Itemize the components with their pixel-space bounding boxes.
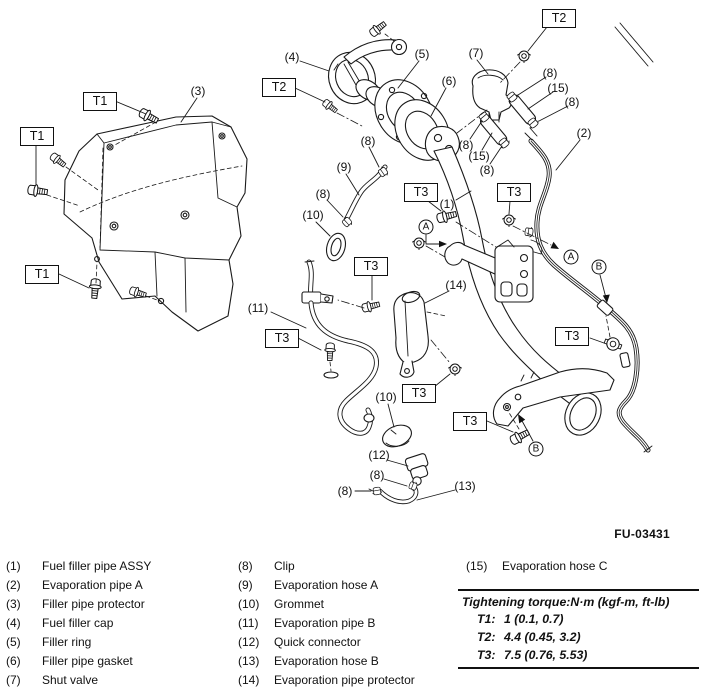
legend-item [6,670,151,689]
legend-item [6,632,151,651]
legend-item [238,575,415,594]
torque-callout-t3: T3 [404,183,438,202]
part-label-8: (8) [479,163,495,177]
cap-tether-arm [344,19,407,64]
legend-num: (14) [238,672,260,687]
part-grommet-lower [379,421,414,451]
torque-callout-t2: T2 [262,78,296,97]
torque-callout-t3: T3 [453,412,487,431]
part-label-15: (15) [468,149,490,163]
legend-item [238,594,415,613]
legend-num: (12) [238,634,260,649]
part-label-11: (11) [247,301,269,315]
legend-num: (3) [6,596,21,611]
part-label-9: (9) [336,160,352,174]
legend-num: (7) [6,672,21,687]
legend-name: Filler pipe gasket [42,653,133,668]
part-label-12: (12) [368,448,390,462]
legend-num: (11) [238,615,259,630]
torque-value: 1 (0.1, 0.7) [504,612,564,626]
legend-item [6,651,151,670]
figure-id: FU-03431 [614,527,670,541]
torque-label: T2: [477,630,496,644]
part-label-2: (2) [576,126,592,140]
legend-name: Quick connector [274,634,361,649]
legend-num: (15) [466,558,488,573]
part-label-8: (8) [315,187,331,201]
torque-callout-t3: T3 [497,183,531,202]
part-label-15: (15) [547,81,569,95]
legend-num: (8) [238,558,253,573]
part-label-5: (5) [414,47,430,61]
legend-item [238,651,415,670]
legend-name: Evaporation pipe A [42,577,143,592]
part-evaporation-pipe-b [298,261,381,433]
legend-num: (6) [6,653,21,668]
legend-item [6,575,151,594]
part-quick-connector [405,453,429,485]
legend-num: (1) [6,558,21,573]
part-label-1: (1) [439,197,455,211]
legend-item [238,632,415,651]
part-label-10: (10) [375,390,397,404]
part-label-8: (8) [360,134,376,148]
part-label-3: (3) [190,84,206,98]
torque-row-t2 [458,628,699,646]
position-marker-b: B [529,442,544,457]
part-grommet-upper [323,231,348,263]
torque-value: 4.4 (0.45, 3.2) [504,630,581,644]
legend-num: (9) [238,577,253,592]
torque-value: 7.5 (0.76, 5.53) [504,648,588,662]
torque-callout-t3: T3 [555,327,589,346]
legend-name: Fuel filler pipe ASSY [42,558,152,573]
torque-callout-t3: T3 [354,257,388,276]
torque-callout-t1: T1 [25,265,59,284]
legend-item [238,556,415,575]
legend-name: Filler pipe protector [42,596,145,611]
legend-name: Shut valve [42,672,99,687]
part-label-10: (10) [302,208,324,222]
torque-callout-t3: T3 [265,329,299,348]
legend-num: (5) [6,634,21,649]
part-label-6: (6) [441,74,457,88]
part-evap-pipe-protector [394,289,462,387]
part-label-8: (8) [542,66,558,80]
torque-label: T1: [477,612,496,626]
legend-name: Grommet [274,596,325,611]
torque-table-title: Tightening torque:N·m (kgf-m, ft-lb) [462,594,670,609]
legend-name: Filler ring [42,634,92,649]
torque-row-t3 [458,646,699,664]
legend-item [238,613,415,632]
part-label-7: (7) [468,46,484,60]
torque-callout-t3: T3 [402,384,436,403]
legend-item [466,556,607,575]
position-marker-a: A [564,250,579,265]
position-marker-b: B [592,260,607,275]
part-label-14: (14) [445,278,467,292]
legend-name: Evaporation hose A [274,577,379,592]
torque-label: T3: [477,648,496,662]
part-label-8: (8) [564,95,580,109]
legend-name: Evaporation hose B [274,653,379,668]
legend-item [6,556,151,575]
torque-callout-t1: T1 [20,127,54,146]
legend-num: (2) [6,577,21,592]
legend-item [238,670,415,689]
legend-name: Clip [274,558,295,573]
legend-name: Evaporation hose C [502,558,608,573]
position-marker-a: A [419,220,434,235]
torque-callout-t2: T2 [542,9,576,28]
torque-table [458,589,699,669]
legend-name: Fuel filler cap [42,615,114,630]
torque-row-t1 [458,610,699,628]
legend-num: (10) [238,596,260,611]
part-label-8: (8) [337,484,353,498]
legend-num: (4) [6,615,21,630]
legend-name: Evaporation pipe protector [274,672,415,687]
legend-item [6,613,151,632]
legend-num: (13) [238,653,260,668]
part-label-8: (8) [369,468,385,482]
part-evap-hose-b [369,480,418,501]
part-label-4: (4) [284,50,300,64]
torque-callout-t1: T1 [83,92,117,111]
legend-name: Evaporation pipe B [274,615,376,630]
legend-column-1 [6,556,151,689]
part-label-13: (13) [454,479,476,493]
legend-column-3 [466,556,607,575]
legend-item [6,594,151,613]
legend-column-2 [238,556,415,689]
part-label-8: (8) [458,138,474,152]
part-evap-hose-a [341,166,389,229]
part-filler-pipe-protector [64,116,247,331]
